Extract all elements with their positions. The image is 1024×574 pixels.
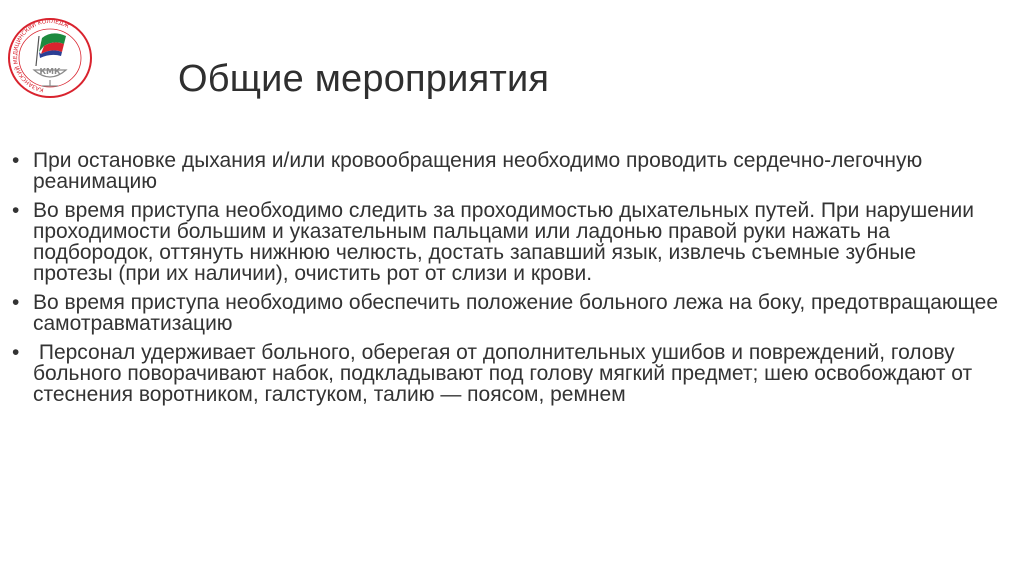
bullet-dot-icon: • bbox=[12, 149, 20, 172]
bullet-text: При остановке дыхания и/или кровообращения необходимо проводить сердечно-легочную реанимацию bbox=[33, 149, 923, 193]
bullet-dot-icon: • bbox=[12, 199, 20, 222]
bullet-item bbox=[10, 342, 1000, 405]
bullet-list bbox=[10, 150, 1000, 413]
bullet-text: Во время приступа необходимо следить за проходимостью дыхательных путей. При нарушении проходимости большим и указательным пальцами или ладонью правой руки нажать на подбородок, оттянуть нижнюю челюсть, достать запавший язык, извлечь съемные зубные протезы (при их наличии), очистить рот от слизи и крови. bbox=[33, 199, 975, 285]
slide-title: Общие мероприятия bbox=[178, 58, 550, 100]
bullet-item bbox=[10, 200, 1000, 284]
bullet-text: Персонал удерживает больного, оберегая от дополнительных ушибов и повреждений, голову больного поворачивают набок, подкладывают под голову мягкий предмет; шею освобождают от стеснения воротником, галстуком, талию — поясом, ремнем bbox=[33, 341, 978, 406]
college-logo bbox=[6, 16, 94, 100]
logo-ring-text: КАЗАНСКИЙ МЕДИЦИНСКИЙ КОЛЛЕДЖ bbox=[12, 18, 70, 93]
bullet-item bbox=[10, 292, 1000, 334]
bullet-text: Во время приступа необходимо обеспечить положение больного лежа на боку, предотвращающее самотравматизацию bbox=[33, 291, 999, 335]
bullet-dot-icon: • bbox=[12, 291, 20, 314]
logo-monogram: КМК bbox=[39, 67, 61, 76]
bullet-dot-icon: • bbox=[12, 341, 20, 364]
bullet-item bbox=[10, 150, 1000, 192]
